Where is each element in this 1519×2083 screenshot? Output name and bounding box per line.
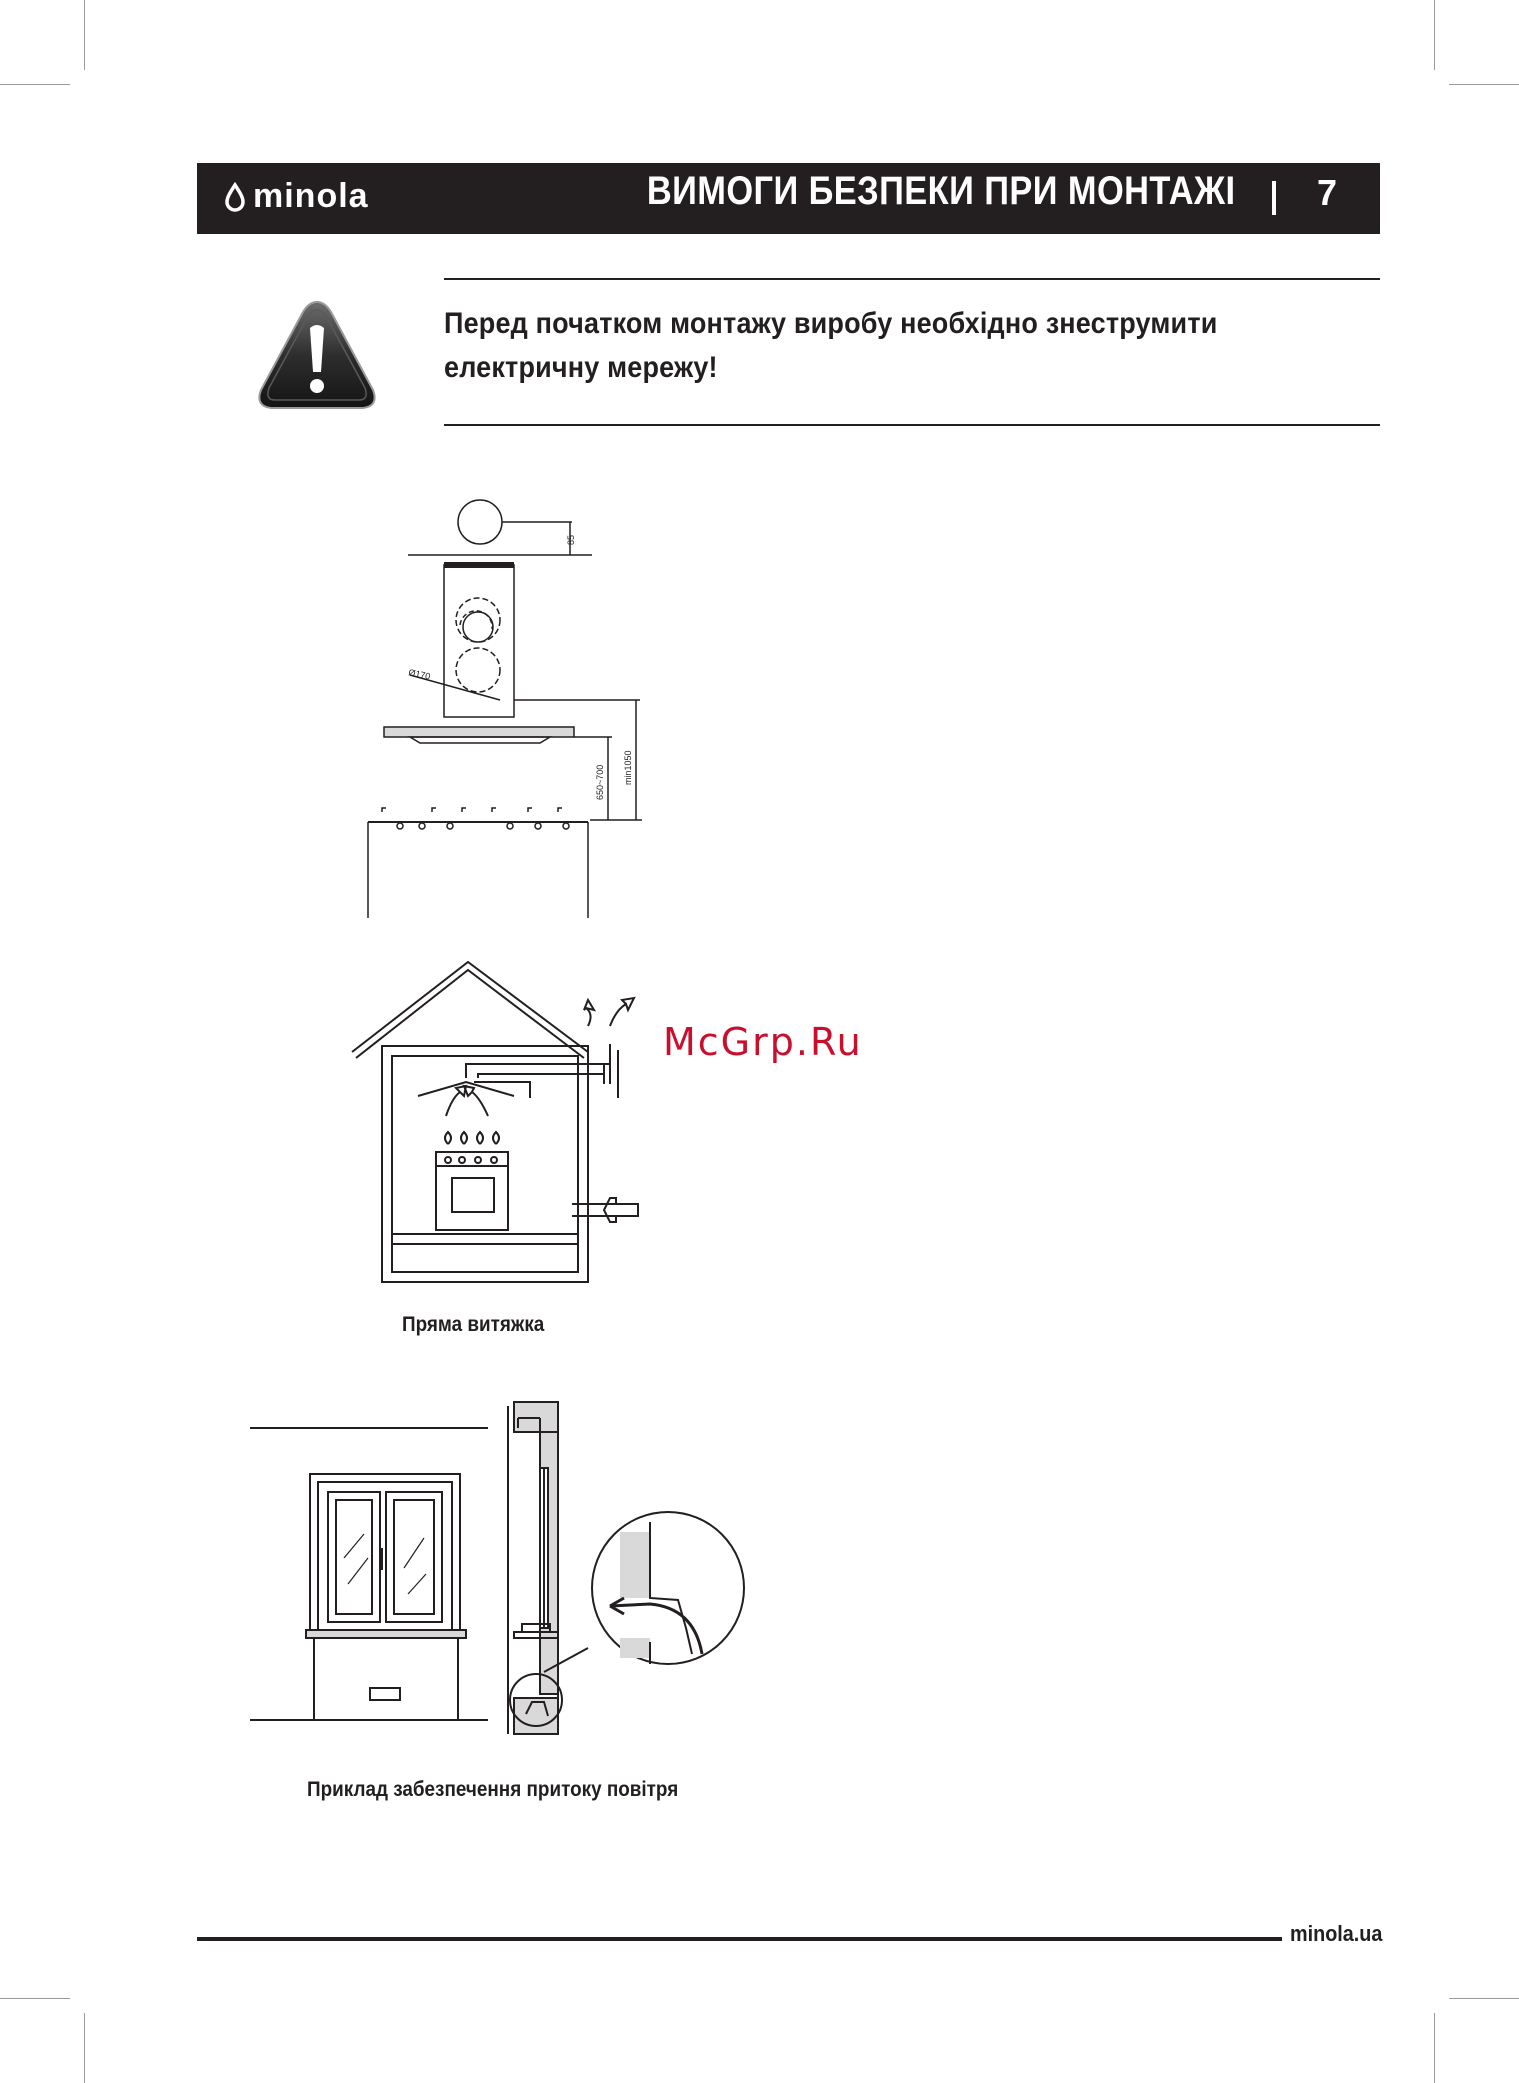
footer-rule xyxy=(197,1937,1282,1941)
page-header xyxy=(197,163,1380,234)
crop-mark xyxy=(1449,1998,1519,1999)
crop-mark xyxy=(1449,84,1519,85)
air-inflow-diagram xyxy=(248,1398,748,1748)
crop-mark xyxy=(1434,0,1435,70)
warning-bottom-rule xyxy=(444,424,1380,426)
warning-top-rule xyxy=(444,278,1380,280)
hood-dimensions-diagram xyxy=(360,490,660,940)
footer-site: minola.ua xyxy=(1290,1921,1383,1946)
dim-height-range-label: 650~700 xyxy=(595,764,605,800)
watermark: McGrp.Ru xyxy=(663,1020,863,1064)
crop-mark xyxy=(0,1998,70,1999)
brand-name: minola xyxy=(253,177,369,215)
minola-logo-icon xyxy=(223,182,247,212)
figure-caption-air-inflow: Приклад забезпечення притоку повітря xyxy=(307,1778,679,1801)
warning-triangle-icon xyxy=(255,298,379,414)
brand-logo xyxy=(223,177,369,216)
dim-min-label: min1050 xyxy=(623,750,633,785)
crop-mark xyxy=(1434,2013,1435,2083)
crop-mark xyxy=(84,2013,85,2083)
header-separator xyxy=(1272,181,1276,215)
dim-diameter-label: Ø170 xyxy=(407,667,432,682)
dim-top-label: 85 xyxy=(566,534,576,545)
direct-exhaust-diagram xyxy=(348,958,658,1288)
page-number: 7 xyxy=(1317,172,1338,213)
crop-mark xyxy=(84,0,85,70)
page-title: ВИМОГИ БЕЗПЕКИ ПРИ МОНТАЖІ xyxy=(646,169,1235,213)
figure-caption-direct-exhaust: Пряма витяжка xyxy=(402,1313,545,1336)
crop-mark xyxy=(0,84,70,85)
warning-text: Перед початком монтажу виробу необхідно знеструмити електричну мережу! xyxy=(444,307,1218,384)
